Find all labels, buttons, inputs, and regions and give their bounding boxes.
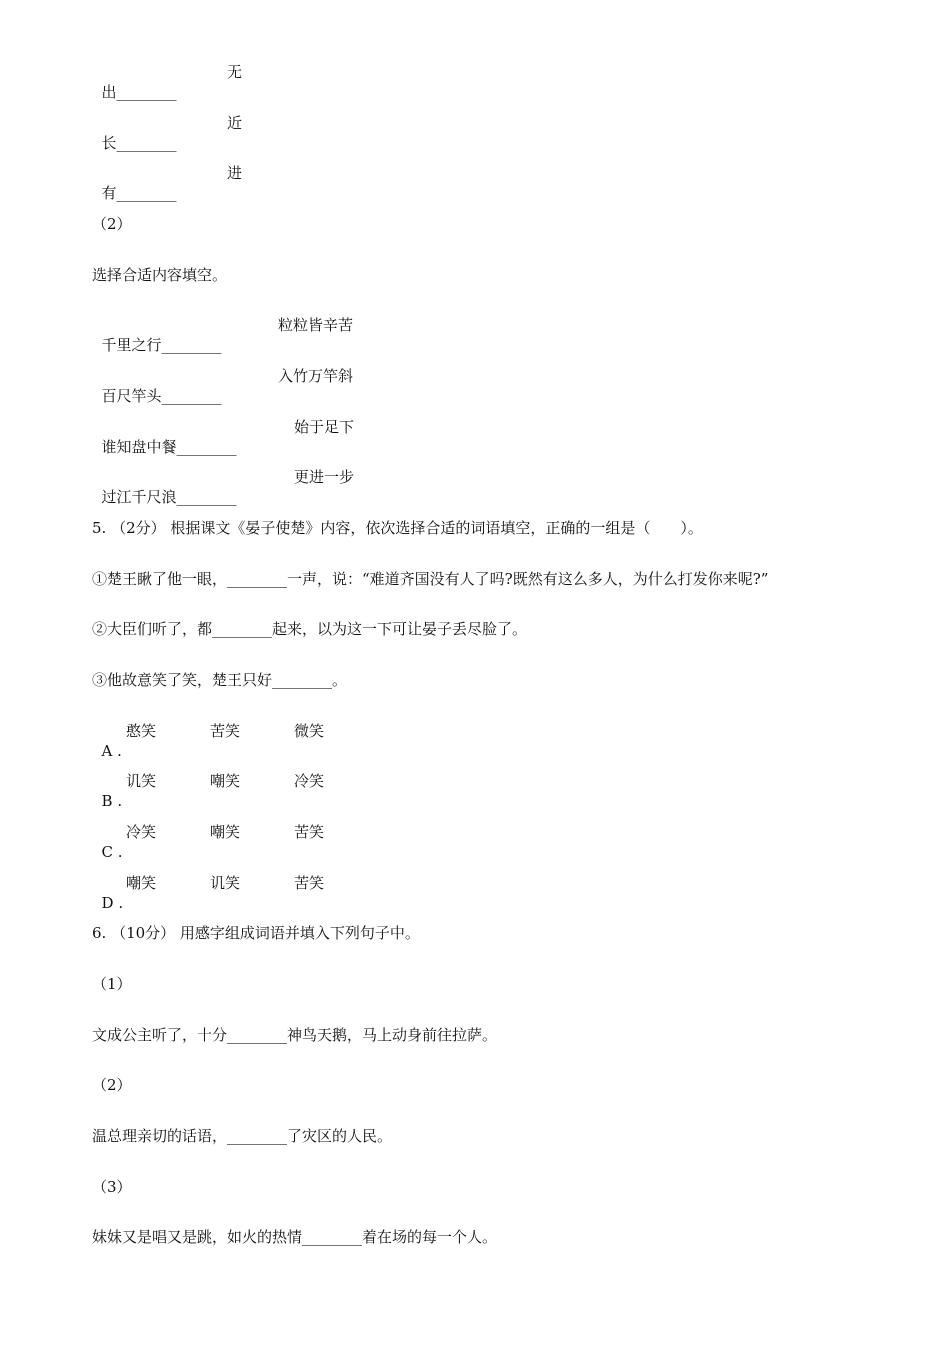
question-stem: 6. （10分） 用感字组成词语并填入下列句子中。 bbox=[92, 924, 420, 942]
answer-option-c[interactable] bbox=[92, 822, 325, 861]
match-right: 进 bbox=[227, 164, 243, 182]
match-right: 入竹万竿斜 bbox=[278, 367, 354, 385]
sub-question-label: （2） bbox=[92, 215, 132, 233]
option-letter: A . bbox=[101, 742, 122, 760]
answer-option-d[interactable] bbox=[92, 873, 325, 912]
sentence: ①楚王瞅了他一眼，________一声，说：“难道齐国没有人了吗?既然有这么多人，为什么打发你来呢?” bbox=[92, 570, 769, 588]
sub-question-label: （1） bbox=[92, 975, 132, 993]
sub-question-label: （2） bbox=[92, 1076, 132, 1094]
sentence: ③他故意笑了笑，楚王只好________。 bbox=[92, 671, 348, 689]
match-row bbox=[92, 315, 354, 354]
option-letter: D . bbox=[101, 894, 124, 912]
match-left: 百尺竿头________ bbox=[101, 387, 222, 405]
match-left: 长________ bbox=[101, 134, 177, 152]
question-stem: 5. （2分） 根据课文《晏子使楚》内容，依次选择合适的词语填空，正确的一组是（ ）。 bbox=[92, 519, 703, 537]
match-left: 千里之行________ bbox=[101, 336, 222, 354]
sentence: 妹妹又是唱又是跳，如火的热情________着在场的每一个人。 bbox=[92, 1228, 498, 1246]
answer-option-b[interactable] bbox=[92, 771, 325, 810]
match-right: 始于足下 bbox=[294, 418, 355, 436]
option-letter: B . bbox=[101, 792, 123, 810]
match-right: 粒粒皆辛苦 bbox=[278, 316, 354, 334]
match-left: 过江千尺浪________ bbox=[101, 488, 237, 506]
option-word: 嘲笑 bbox=[126, 874, 157, 892]
option-word: 冷笑 bbox=[126, 823, 157, 841]
instruction: 选择合适内容填空。 bbox=[92, 266, 228, 284]
option-word: 讥笑 bbox=[210, 874, 241, 892]
sentence: 文成公主听了，十分________神鸟天鹅，马上动身前往拉萨。 bbox=[92, 1026, 498, 1044]
match-row bbox=[92, 417, 355, 456]
option-word: 憨笑 bbox=[126, 722, 157, 740]
option-word: 苦笑 bbox=[210, 722, 241, 740]
option-word: 嘲笑 bbox=[210, 772, 241, 790]
option-word: 冷笑 bbox=[294, 772, 325, 790]
match-left: 有________ bbox=[101, 184, 177, 202]
match-row bbox=[92, 62, 243, 101]
match-right: 无 bbox=[227, 63, 243, 81]
match-row bbox=[92, 467, 355, 506]
sentence: ②大臣们听了，都________起来，以为这一下可让晏子丢尽脸了。 bbox=[92, 620, 528, 638]
match-right: 更进一步 bbox=[294, 468, 355, 486]
answer-option-a[interactable] bbox=[92, 721, 325, 760]
match-row bbox=[92, 113, 243, 152]
option-word: 讥笑 bbox=[126, 772, 157, 790]
option-letter: C . bbox=[101, 843, 123, 861]
match-row bbox=[92, 163, 243, 202]
match-left: 谁知盘中餐________ bbox=[101, 438, 237, 456]
match-row bbox=[92, 366, 354, 405]
option-word: 苦笑 bbox=[294, 874, 325, 892]
option-word: 嘲笑 bbox=[210, 823, 241, 841]
option-word: 微笑 bbox=[294, 722, 325, 740]
match-right: 近 bbox=[227, 114, 243, 132]
sentence: 温总理亲切的话语，________了灾区的人民。 bbox=[92, 1127, 393, 1145]
sub-question-label: （3） bbox=[92, 1178, 132, 1196]
option-word: 苦笑 bbox=[294, 823, 325, 841]
match-left: 出________ bbox=[101, 83, 177, 101]
